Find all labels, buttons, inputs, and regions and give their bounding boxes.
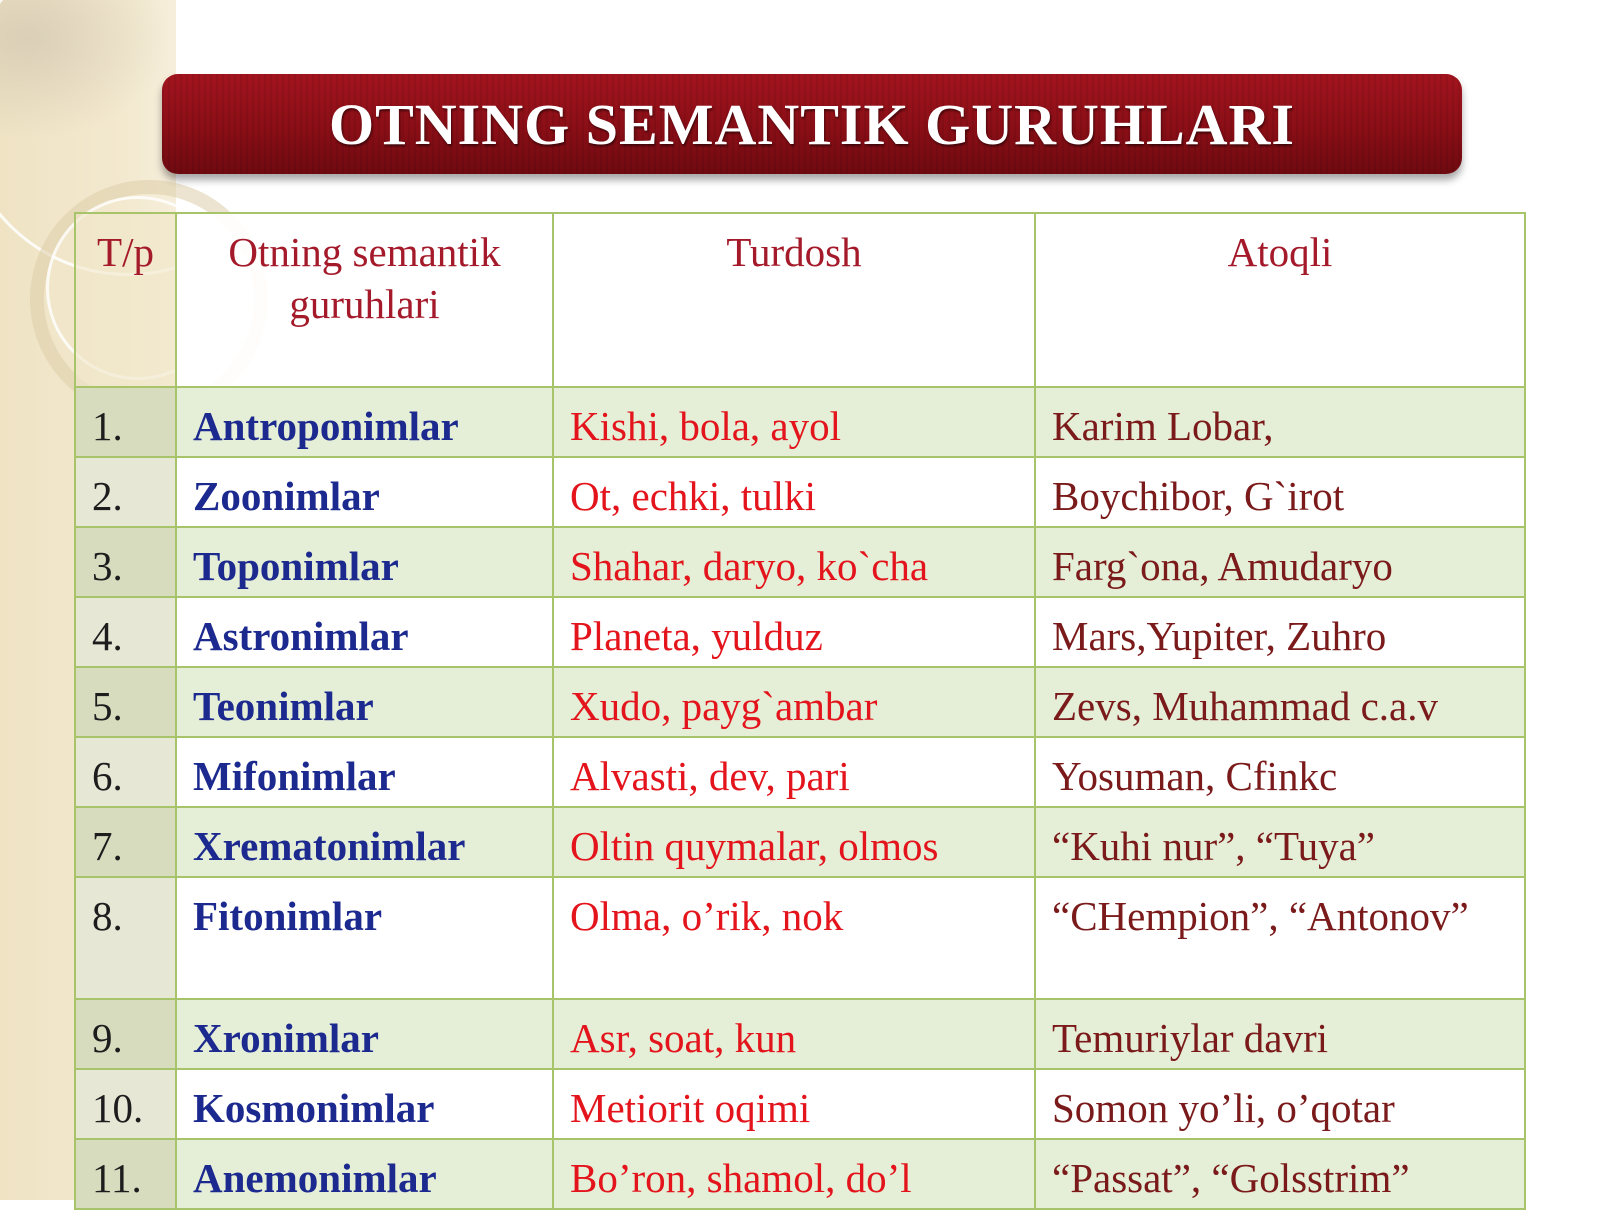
row-proper: Karim Lobar, — [1035, 387, 1525, 457]
row-number: 1. — [75, 387, 176, 457]
table-row — [75, 527, 1525, 597]
row-group: Xrematonimlar — [176, 807, 553, 877]
row-number: 2. — [75, 457, 176, 527]
row-group: Xronimlar — [176, 999, 553, 1069]
row-common: Olma, o’rik, nok — [553, 877, 1035, 999]
row-group: Fitonimlar — [176, 877, 553, 999]
row-number: 6. — [75, 737, 176, 807]
table-row — [75, 737, 1525, 807]
row-number: 8. — [75, 877, 176, 999]
row-proper: Zevs, Muhammad c.a.v — [1035, 667, 1525, 737]
row-number: 11. — [75, 1139, 176, 1209]
row-number: 10. — [75, 1069, 176, 1139]
row-common: Ot, echki, tulki — [553, 457, 1035, 527]
row-proper: Boychibor, G`irot — [1035, 457, 1525, 527]
row-common: Kishi, bola, ayol — [553, 387, 1035, 457]
row-proper: Yosuman, Cfinkc — [1035, 737, 1525, 807]
row-group: Zoonimlar — [176, 457, 553, 527]
row-common: Asr, soat, kun — [553, 999, 1035, 1069]
table-row — [75, 667, 1525, 737]
row-group: Astronimlar — [176, 597, 553, 667]
header-common: Turdosh — [553, 213, 1035, 387]
row-group: Mifonimlar — [176, 737, 553, 807]
row-group: Anemonimlar — [176, 1139, 553, 1209]
row-common: Oltin quymalar, olmos — [553, 807, 1035, 877]
table-row — [75, 1069, 1525, 1139]
title-banner — [162, 74, 1462, 174]
header-group: Otning semantik guruhlari — [176, 213, 553, 387]
row-common: Bo’ron, shamol, do’l — [553, 1139, 1035, 1209]
row-group: Toponimlar — [176, 527, 553, 597]
row-number: 7. — [75, 807, 176, 877]
decorative-blob — [0, 0, 170, 140]
row-proper: Mars,Yupiter, Zuhro — [1035, 597, 1525, 667]
table-row — [75, 807, 1525, 877]
row-number: 4. — [75, 597, 176, 667]
row-proper: Temuriylar davri — [1035, 999, 1525, 1069]
table-row — [75, 1139, 1525, 1209]
table-header-row — [75, 213, 1525, 387]
row-common: Shahar, daryo, ko`cha — [553, 527, 1035, 597]
row-number: 9. — [75, 999, 176, 1069]
slide-title: OTNING SEMANTIK GURUHLARI — [329, 91, 1295, 157]
row-proper: “Passat”, “Golsstrim” — [1035, 1139, 1525, 1209]
header-proper: Atoqli — [1035, 213, 1525, 387]
row-group: Antroponimlar — [176, 387, 553, 457]
header-number: T/p — [75, 213, 176, 387]
semantic-groups-table — [74, 212, 1526, 1210]
row-proper: “Kuhi nur”, “Tuya” — [1035, 807, 1525, 877]
row-group: Kosmonimlar — [176, 1069, 553, 1139]
table-row — [75, 999, 1525, 1069]
table-row — [75, 877, 1525, 999]
row-common: Planeta, yulduz — [553, 597, 1035, 667]
row-common: Metiorit oqimi — [553, 1069, 1035, 1139]
row-proper: “CHempion”, “Antonov” — [1035, 877, 1525, 999]
row-number: 3. — [75, 527, 176, 597]
row-number: 5. — [75, 667, 176, 737]
table-row — [75, 387, 1525, 457]
row-group: Teonimlar — [176, 667, 553, 737]
row-proper: Farg`ona, Amudaryo — [1035, 527, 1525, 597]
row-common: Alvasti, dev, pari — [553, 737, 1035, 807]
table-row — [75, 457, 1525, 527]
row-common: Xudo, payg`ambar — [553, 667, 1035, 737]
row-proper: Somon yo’li, o’qotar — [1035, 1069, 1525, 1139]
table-row — [75, 597, 1525, 667]
